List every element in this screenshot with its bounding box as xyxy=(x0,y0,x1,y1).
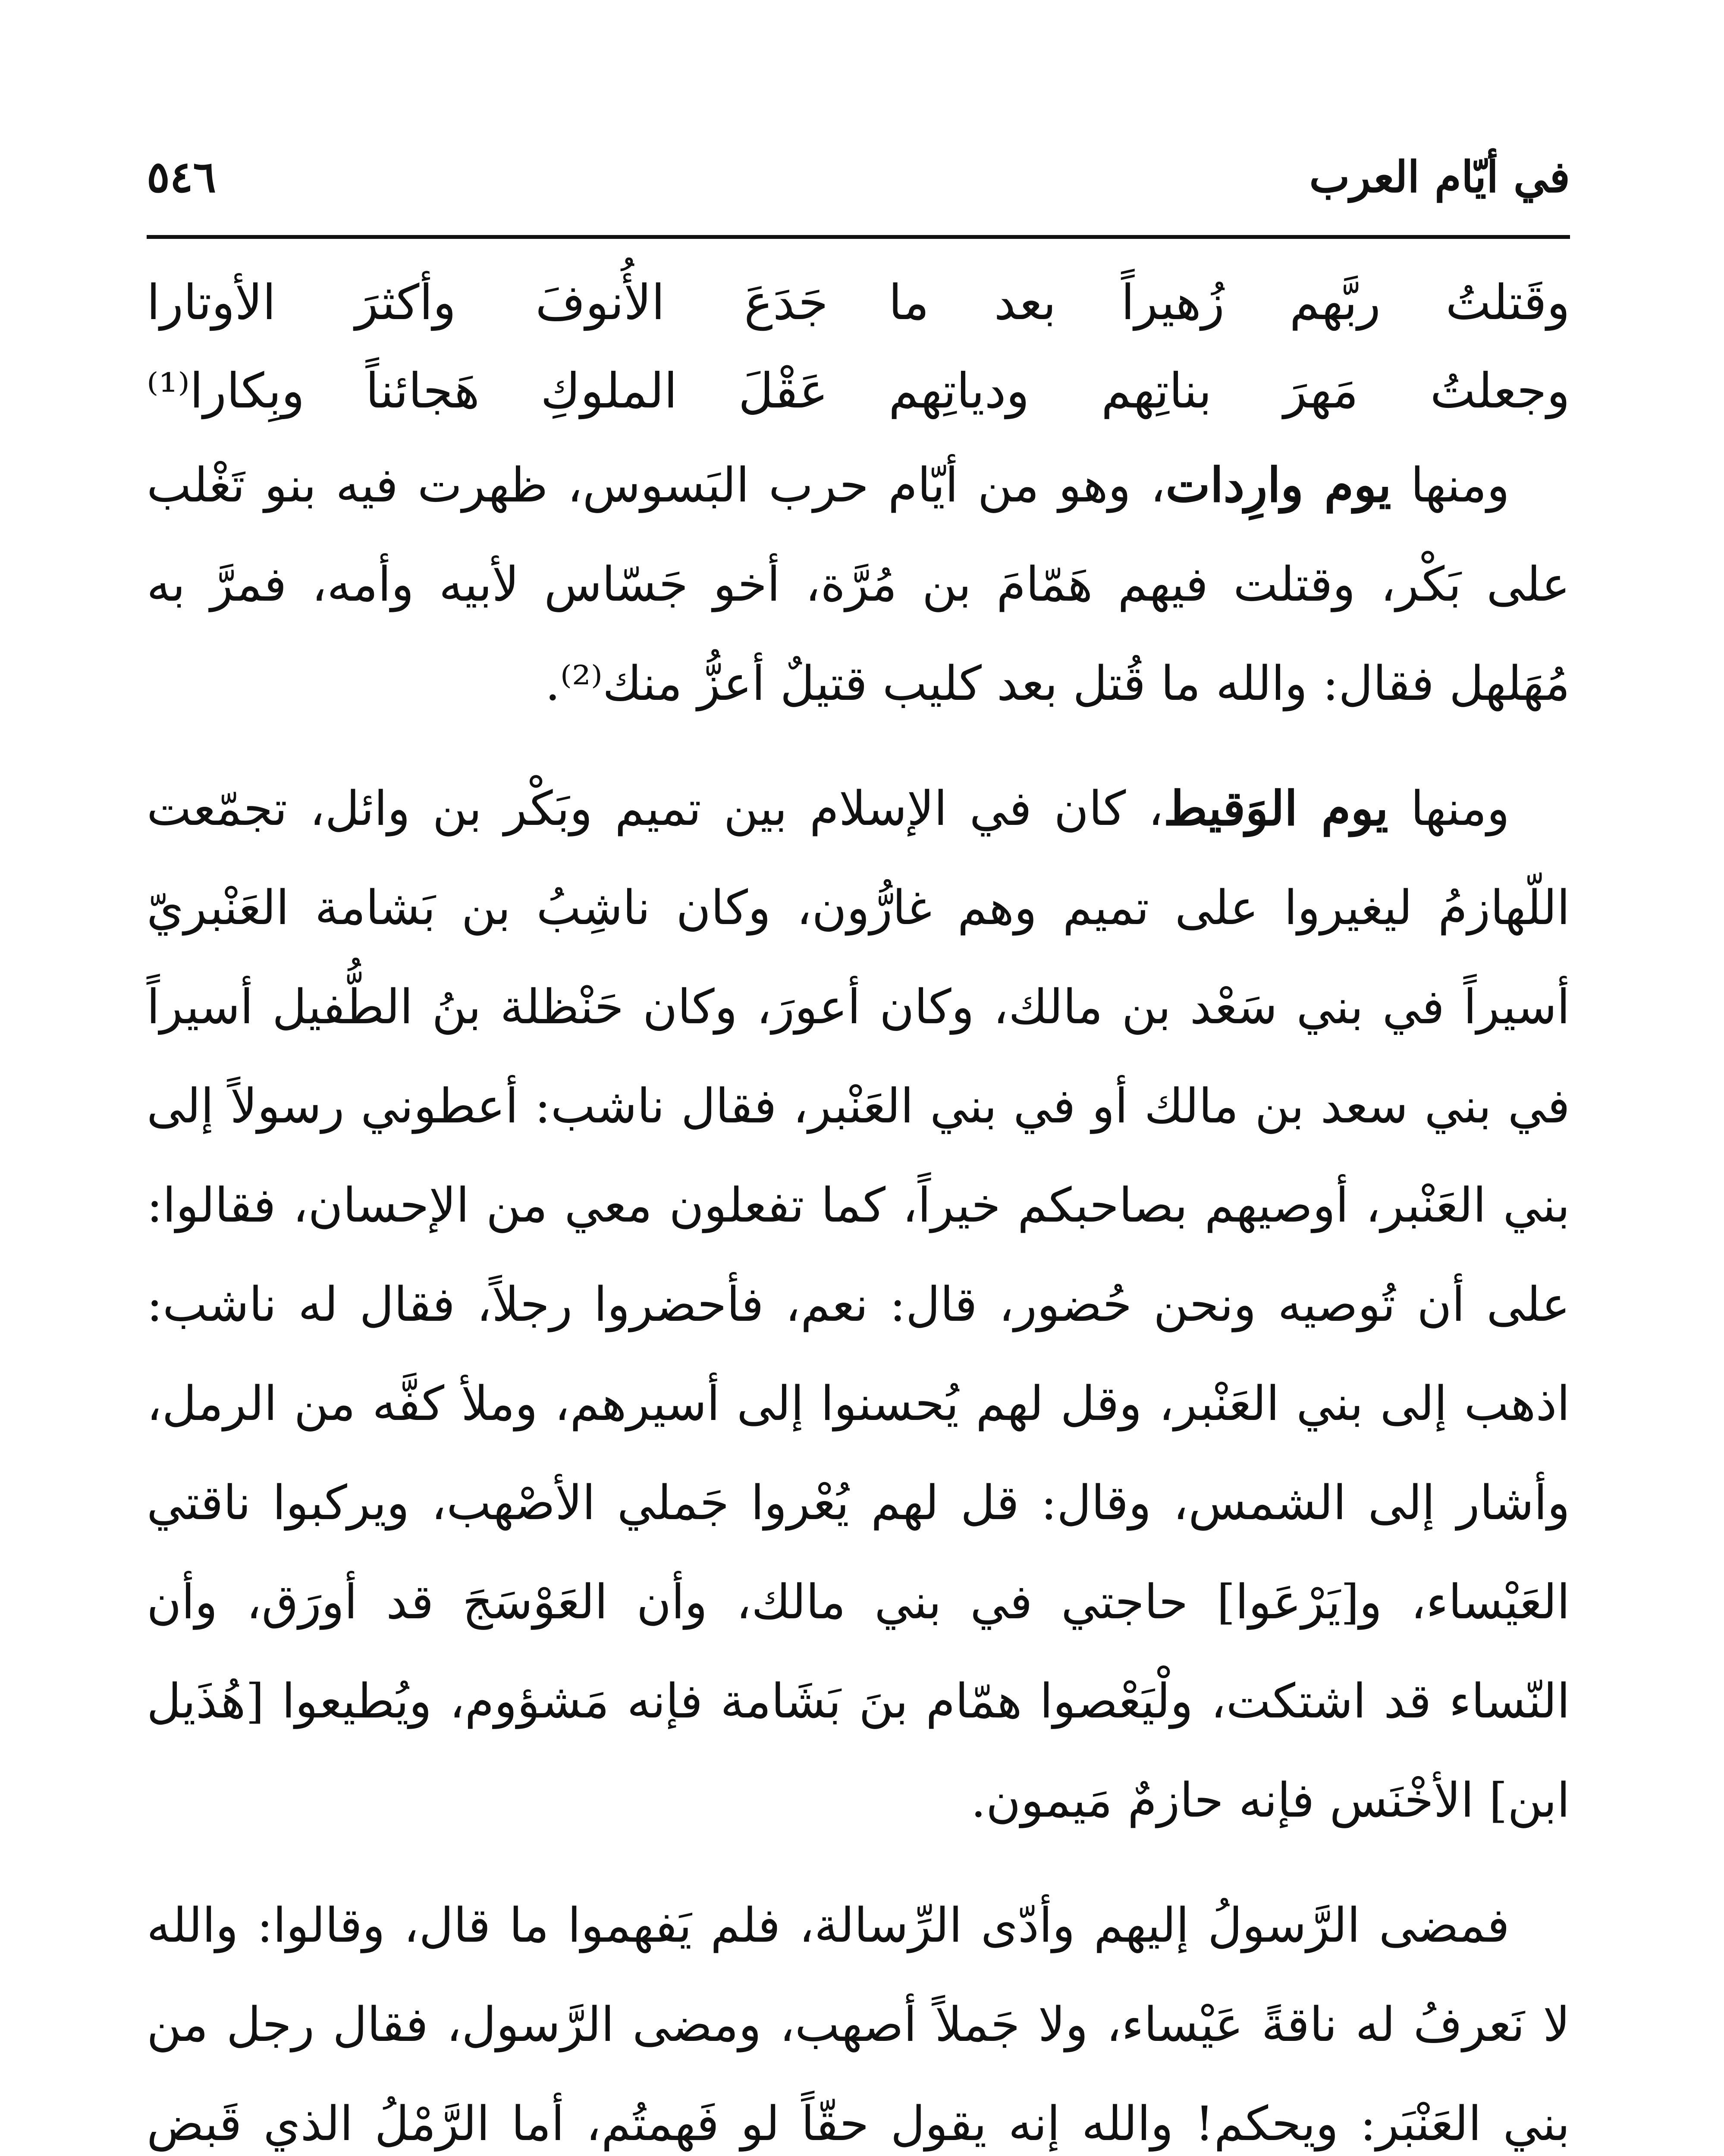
verse xyxy=(147,259,1570,347)
poem xyxy=(147,259,1570,436)
second-hemistich: عَقْلَ الملوكِ هَجائناً وبِكارا⁽¹⁾ xyxy=(147,363,828,419)
paragraph-text: ، كان في الإسلام بين تميم وبَكْر بن وائل، تجمّعت اللّهازمُ ليغيروا على تميم وهم غارُّون، وكان ناشِبُ بن بَشامة العَنْبريّ أسيراً في بني سَعْد بن مالك، وكان أعورَ، وكان حَنْظلة بنُ الطُّفيل أسيراً في بني سعد بن مالك أو في بني العَنْبر، فقال ناشب: أعطوني رسولاً إلى بني العَنْبر، أوصيهم بصاحبكم خيراً، كما تفعلون معي من الإحسان، فقالوا: على أن تُوصيه ونحن حُضور، قال: نعم، فأحضروا رجلاً، فقال له ناشب: اذهب إلى بني العَنْبر، وقل لهم يُحسنوا إلى أسيرهم، وملأ كفَّه من الرمل، وأشار إلى الشمس، وقال: قل لهم يُعْروا جَملي الأصْهب، ويركبوا ناقتي العَيْساء، و[يَرْعَوا] حاجتي في بني مالك، وأن العَوْسَجَ قد أورَق، وأن النّساء قد اشتكت، ولْيَعْصوا همّام بنَ بَشَامة فإنه مَشؤوم، ويُطيعوا [هُذَيل ابن] الأخْنَس فإنه حازمٌ مَيمون. xyxy=(147,781,1570,1828)
second-hemistich: جَدَعَ الأُنوفَ وأكثرَ الأوتارا xyxy=(147,275,828,331)
body-text xyxy=(147,436,1570,2156)
paragraph-lead: ومنها xyxy=(1391,458,1510,513)
paragraph-messenger xyxy=(147,1876,1570,2156)
paragraph-lead: ومنها xyxy=(1388,781,1510,836)
running-title: في أيّام العرب xyxy=(1309,151,1570,202)
first-hemistich: وجعلتُ مَهرَ بناتِهم ودياتِهم xyxy=(889,363,1570,419)
running-header xyxy=(147,142,1570,211)
paragraph-text: فمضى الرَّسولُ إليهم وأدّى الرِّسالة، فلم يَفهموا ما قال، وقالوا: والله لا نَعرفُ له ناقةً عَيْساء، ولا جَملاً أصهب، ومضى الرَّسول، فقال رجل من بني العَنْبَر: ويحكم! والله إنه يقول حقّاً لو فَهمتُم، أما الرَّمْلُ الذي قَبض xyxy=(147,1898,1570,2151)
battle-title: يوم الوَقيط xyxy=(1163,780,1388,836)
page-number: ٥٤٦ xyxy=(147,151,217,202)
header-rule xyxy=(147,235,1570,239)
verse xyxy=(147,347,1570,436)
paragraph-text: ، وهو من أيّام حرب البَسوس، ظهرت فيه بنو تَغْلب على بَكْر، وقتلت فيهم هَمّامَ بن مُرَّة، أخو جَسّاس لأبيه وأمه، فمرَّ به مُهَلهل فقال: والله ما قُتل بعد كليب قتيلٌ أعزُّ منك⁽²⁾. xyxy=(147,458,1570,711)
battle-title: يوم وارِدات xyxy=(1165,457,1391,513)
paragraph-yawm-alwaqit xyxy=(147,759,1570,1850)
paragraph-yawm-waridat xyxy=(147,436,1570,733)
first-hemistich: وقَتلتُ ربَّهم زُهيراً بعد ما xyxy=(889,275,1570,331)
